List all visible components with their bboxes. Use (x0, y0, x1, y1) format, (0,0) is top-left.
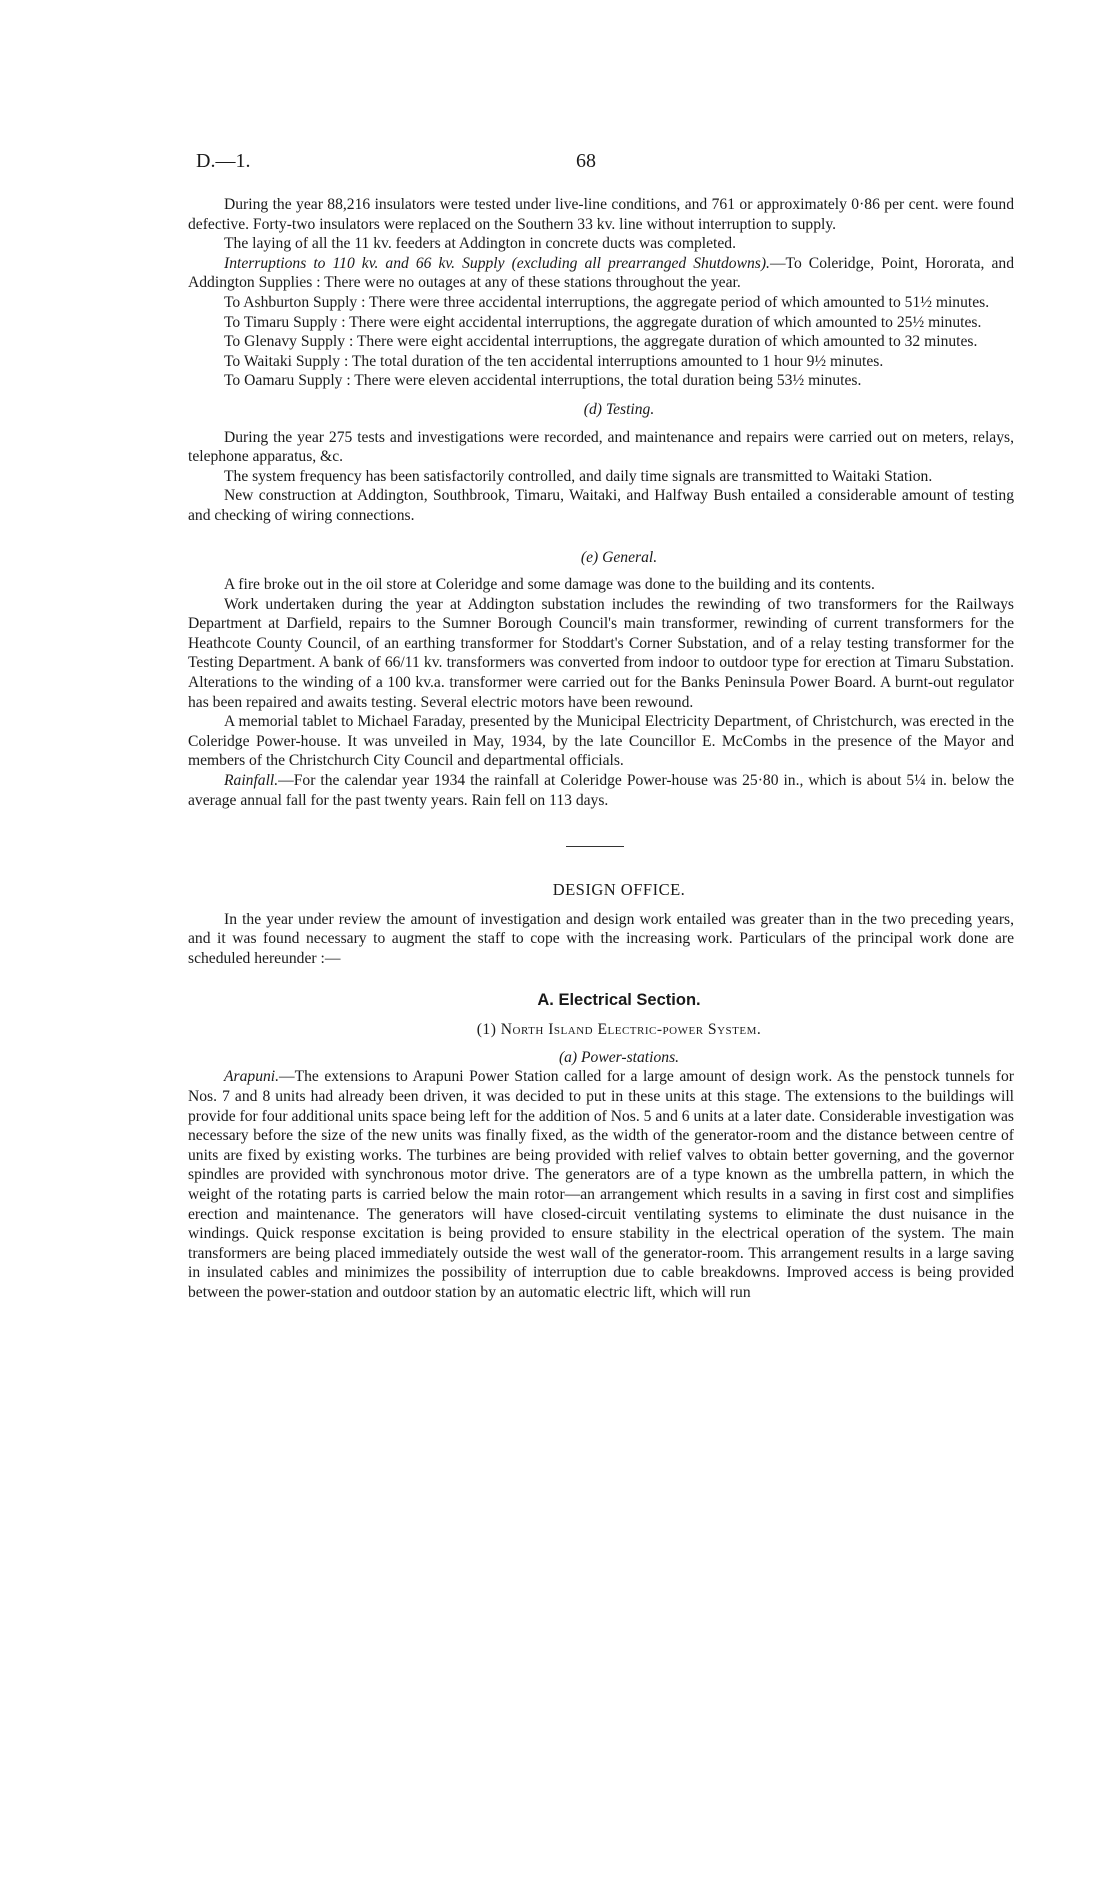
document-reference: D.—1. (196, 150, 251, 172)
waitaki-paragraph: To Waitaki Supply : The total duration of the ten accidental interruptions amounted to 1 hour 9½ minutes. (224, 352, 884, 370)
general-paragraph-3: A memorial tablet to Michael Faraday, presented by the Municipal Electricity Department, of Christchurch, was erected in the Coleridge Power-house. It was unveiled in May, 1934, by the late Councillor E. McCombs in the presence of the Mayor and members of the Christchurch City Council and departmental officials. (188, 713, 1014, 770)
electrical-section-title: A. Electrical Section. (537, 990, 701, 1009)
design-office-title: DESIGN OFFICE. (552, 880, 686, 900)
timaru-paragraph: To Timaru Supply : There were eight accidental interruptions, the aggregate duration of which amounted to 25½ minutes. (224, 313, 982, 331)
document-body (188, 195, 1014, 1303)
arapuni-lead: Arapuni. (224, 1068, 280, 1086)
section-divider (188, 810, 1014, 880)
glenavy-paragraph: To Glenavy Supply : There were eight accidental interruptions, the aggregate duration of which amounted to 32 minutes. (224, 333, 978, 351)
page-number: 68 (576, 150, 596, 172)
testing-heading: (d) Testing. (583, 400, 655, 418)
system-title: (1) North Island Electric-power System. (476, 1021, 762, 1039)
oamaru-paragraph: To Oamaru Supply : There were eleven accidental interruptions, the total duration being 53½ minutes. (224, 372, 862, 390)
feeders-paragraph: The laying of all the 11 kv. feeders at Addington in concrete ducts was completed. (224, 235, 736, 253)
rainfall-lead: Rainfall. (224, 772, 279, 790)
arapuni-text: —The extensions to Arapuni Power Station called for a large amount of design work. As the penstock tunnels for Nos. 7 and 8 units had already been driven, it was decided to put in these units at this stage. The extensions to the buildings will provide for four additional units space being left for the addition of Nos. 5 and 6 units at a later date. Considerable investigation was necessary before the size of the new units was finally fixed, as the width of the generator-room and the distance between centre of units are fixed by existing works. The turbines are being provided with relief valves to obtain better governing, and the governor spindles are provided with synchronous motor drive. The generators are of a type known as the umbrella pattern, in which the weight of the rotating parts is carried below the main rotor—an arrangement which results in a saving in first cost and simplifies erection and maintenance. The generators will have closed-circuit ventilating systems to eliminate the dust nuisance in the windings. Quick response excitation is being provided to ensure stability in the electrical operation of the system. The main transformers are being placed immediately outside the west wall of the generator-room. This arrangement results in a large saving in insulated cables and minimizes the possibility of interruption due to cable breakdowns. Improved access is being provided between the power-station and outdoor station by an automatic electric lift, which will run (188, 1068, 1014, 1301)
testing-paragraph-1: During the year 275 tests and investigations were recorded, and maintenance and repairs were carried out on meters, relays, telephone apparatus, &c. (188, 428, 1014, 466)
page-header (196, 150, 1016, 176)
interruptions-lead: Interruptions to 110 kv. and 66 kv. Supply (excluding all prearranged Shutdowns). (224, 254, 770, 272)
general-heading: (e) General. (580, 548, 658, 566)
ashburton-paragraph: To Ashburton Supply : There were three accidental interruptions, the aggregate period of which amounted to 51½ minutes. (224, 293, 990, 311)
divider-rule (566, 846, 624, 847)
design-office-intro: In the year under review the amount of investigation and design work entailed was greater than in the two preceding years, and it was found necessary to augment the staff to cope with the increasing work. Particulars of the principal work done are scheduled hereunder :— (188, 910, 1014, 967)
interruptions-text: —To Coleridge, Point, Hororata, and Addington Supplies : There were no outages at any of these stations throughout the year. (188, 254, 1014, 292)
rainfall-text: —For the calendar year 1934 the rainfall at Coleridge Power-house was 25·80 in., which is about 5¼ in. below the average annual fall for the past twenty years. Rain fell on 113 days. (188, 772, 1014, 809)
general-paragraph-1: A fire broke out in the oil store at Coleridge and some damage was done to the building and its contents. (224, 576, 875, 594)
testing-paragraph-3: New construction at Addington, Southbrook, Timaru, Waitaki, and Halfway Bush entailed a considerable amount of testing and checking of wiring connections. (188, 487, 1014, 524)
arapuni-paragraph (188, 1067, 1014, 1302)
general-paragraph-2: Work undertaken during the year at Addington substation includes the rewinding of two transformers for the Railways Department at Darfield, repairs to the Sumner Borough Council's main transformer, rewinding of current transformers for the Heathcote County Council, of an earthing transformer for Stoddart's Corner Substation, and of a relay testing transformer for the Testing Department. A bank of 66/11 kv. transformers was converted from indoor to outdoor type for erection at Timaru Substation. Alterations to the winding of a 100 kv.a. transformer were carried out for the Banks Peninsula Power Board. A burnt-out regulator has been repaired and awaits testing. Several electric motors have been rewound. (188, 595, 1014, 711)
interruptions-paragraph (188, 254, 1014, 293)
testing-paragraph-2: The system frequency has been satisfactorily controlled, and daily time signals are transmitted to Waitaki Station. (224, 467, 933, 485)
power-stations-heading: (a) Power-stations. (558, 1048, 680, 1066)
rainfall-paragraph (188, 771, 1014, 810)
insulators-paragraph: During the year 88,216 insulators were tested under live-line conditions, and 761 or approximately 0·86 per cent. were found defective. Forty-two insulators were replaced on the Southern 33 kv. line without interruption to supply. (188, 196, 1014, 233)
